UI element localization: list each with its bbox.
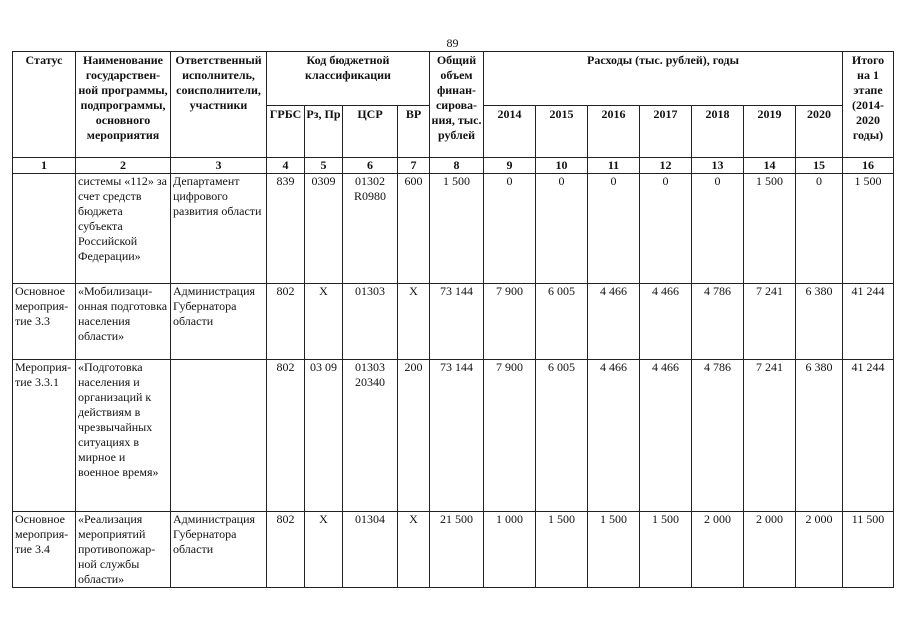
cell-year-value: 6 005 [536,284,588,360]
cell-total: 73 144 [430,360,484,512]
header-total: Общий объем финан-сирова-ния, тыс. рублей [430,52,484,158]
table-row [13,360,894,512]
cell-name: «Реализация мероприятий противопожар-ной службы области» [76,512,171,588]
cell-year-value: 0 [796,174,843,284]
header-csr: ЦСР [343,106,398,158]
cell-rz-pr: Х [305,284,343,360]
cell-year-value: 0 [536,174,588,284]
cell-csr: 01303 [343,284,398,360]
header-executor: Ответственный исполнитель, соисполнители, участники [171,52,267,158]
cell-grbs: 839 [267,174,305,284]
header-name: Наименование государствен-ной программы, подпрограммы, основного мероприятия [76,52,171,158]
cell-year-value: 6 380 [796,360,843,512]
cell-year-value: 2 000 [692,512,744,588]
header-year: 2015 [536,106,588,158]
column-number: 16 [843,158,894,174]
cell-executor: Департамент цифрового развития области [171,174,267,284]
header-row [13,52,894,106]
cell-name: системы «112» за счет средств бюджета субъекта Российской Федерации» [76,174,171,284]
header-vr: ВР [398,106,430,158]
column-number-row [13,158,894,174]
column-number: 1 [13,158,76,174]
cell-year-value: 0 [640,174,692,284]
cell-status: Основное мероприя-тие 3.4 [13,512,76,588]
cell-year-value: 4 466 [640,284,692,360]
cell-status: Мероприя-тие 3.3.1 [13,360,76,512]
cell-stage-total: 1 500 [843,174,894,284]
cell-total: 21 500 [430,512,484,588]
cell-year-value: 2 000 [744,512,796,588]
budget-table [12,51,894,588]
table-row [13,174,894,284]
cell-vr: Х [398,512,430,588]
header-year: 2020 [796,106,843,158]
cell-csr: 01302 R0980 [343,174,398,284]
cell-grbs: 802 [267,512,305,588]
cell-year-value: 1 500 [536,512,588,588]
cell-year-value: 1 000 [484,512,536,588]
header-year: 2018 [692,106,744,158]
header-year: 2016 [588,106,640,158]
cell-name: «Мобилизаци-онная подготовка населения области» [76,284,171,360]
cell-year-value: 7 900 [484,284,536,360]
cell-total: 73 144 [430,284,484,360]
cell-year-value: 1 500 [744,174,796,284]
cell-stage-total: 11 500 [843,512,894,588]
page-number: 89 [446,36,459,50]
cell-rz-pr: 0309 [305,174,343,284]
cell-csr: 01304 [343,512,398,588]
header-year: 2014 [484,106,536,158]
cell-vr: 200 [398,360,430,512]
header-year: 2019 [744,106,796,158]
cell-year-value: 6 005 [536,360,588,512]
column-number: 6 [343,158,398,174]
cell-year-value: 1 500 [588,512,640,588]
cell-year-value: 4 466 [588,284,640,360]
cell-executor [171,360,267,512]
cell-year-value: 0 [484,174,536,284]
cell-stage-total: 41 244 [843,360,894,512]
cell-executor: Администрация Губернатора области [171,284,267,360]
table-row [13,512,894,588]
header-budget-code: Код бюджетной классификации [267,52,430,106]
cell-grbs: 802 [267,284,305,360]
column-number: 10 [536,158,588,174]
cell-year-value: 7 241 [744,360,796,512]
cell-year-value: 4 466 [640,360,692,512]
column-number: 13 [692,158,744,174]
cell-year-value: 4 466 [588,360,640,512]
header-year: 2017 [640,106,692,158]
cell-year-value: 4 786 [692,284,744,360]
cell-rz-pr: 03 09 [305,360,343,512]
column-number: 9 [484,158,536,174]
header-rz-pr: Рз, Пр [305,106,343,158]
column-number: 12 [640,158,692,174]
column-number: 3 [171,158,267,174]
cell-csr: 01303 20340 [343,360,398,512]
cell-year-value: 1 500 [640,512,692,588]
cell-year-value: 4 786 [692,360,744,512]
cell-total: 1 500 [430,174,484,284]
cell-status: Основное мероприя-тие 3.3 [13,284,76,360]
column-number: 5 [305,158,343,174]
column-number: 14 [744,158,796,174]
cell-year-value: 6 380 [796,284,843,360]
cell-vr: 600 [398,174,430,284]
cell-vr: Х [398,284,430,360]
cell-executor: Администрация Губернатора области [171,512,267,588]
cell-stage-total: 41 244 [843,284,894,360]
header-grbs: ГРБС [267,106,305,158]
column-number: 7 [398,158,430,174]
table-row [13,284,894,360]
cell-name: «Подготовка населения и организаций к действиям в чрезвычайных ситуациях в мирное и военное время» [76,360,171,512]
cell-status [13,174,76,284]
header-expenses: Расходы (тыс. рублей), годы [484,52,843,106]
cell-rz-pr: Х [305,512,343,588]
cell-year-value: 7 241 [744,284,796,360]
cell-year-value: 0 [588,174,640,284]
column-number: 8 [430,158,484,174]
cell-year-value: 0 [692,174,744,284]
column-number: 15 [796,158,843,174]
cell-grbs: 802 [267,360,305,512]
header-status: Статус [13,52,76,158]
column-number: 4 [267,158,305,174]
column-number: 2 [76,158,171,174]
header-stage-total: Итого на 1 этапе (2014-2020 годы) [843,52,894,158]
cell-year-value: 7 900 [484,360,536,512]
column-number: 11 [588,158,640,174]
cell-year-value: 2 000 [796,512,843,588]
